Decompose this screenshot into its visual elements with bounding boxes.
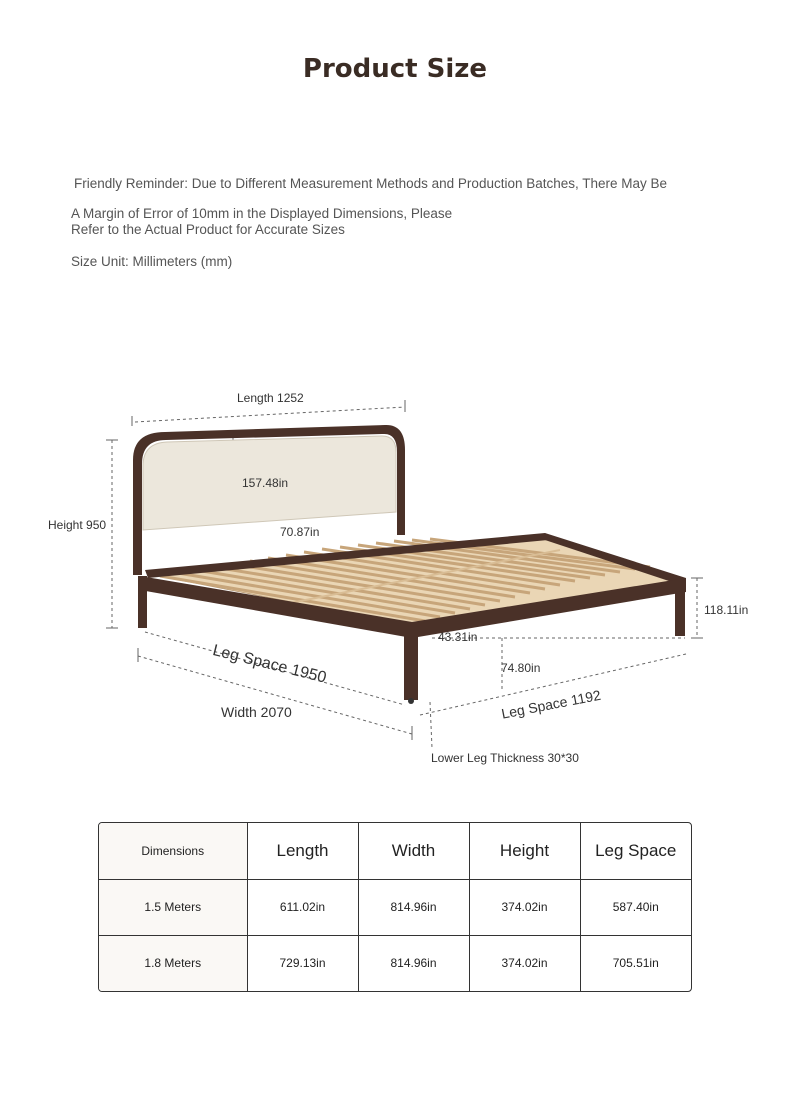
reminder-line-1: Friendly Reminder: Due to Different Measurement Methods and Production Batches, There May Be (74, 176, 668, 191)
reminder-line-3: Refer to the Actual Product for Accurate Sizes (71, 222, 345, 237)
inner-width-label: 74.80in (501, 661, 541, 675)
bed-illustration (0, 380, 790, 780)
cell-width: 814.96in (358, 879, 469, 935)
leg-height-label: 118.11in (704, 603, 749, 617)
table-row (99, 879, 691, 935)
header-length: Length (247, 823, 358, 879)
leg-space-end-label: Leg Space 1192 (500, 686, 603, 722)
reminder-line-2: A Margin of Error of 10mm in the Displayed Dimensions, Please (71, 206, 453, 221)
length-dimension-line (135, 407, 405, 422)
row-label: 1.5 Meters (99, 879, 247, 935)
size-unit-note: Size Unit: Millimeters (mm) (71, 254, 233, 269)
height-label: Height 950 (48, 518, 107, 532)
leg-thickness-line (430, 702, 432, 748)
page-title: Product Size (302, 54, 488, 84)
row-label: 1.8 Meters (99, 935, 247, 991)
cell-length: 611.02in (247, 879, 358, 935)
leg-space-side-label: Leg Space 1950 (210, 642, 329, 687)
cell-height: 374.02in (469, 935, 580, 991)
table-header-row (99, 823, 691, 879)
cell-height: 374.02in (469, 879, 580, 935)
length-label: Length 1252 (237, 391, 304, 405)
cell-length: 729.13in (247, 935, 358, 991)
bed-dimension-diagram (0, 380, 790, 780)
leg-thickness-label: Lower Leg Thickness 30*30 (431, 751, 579, 765)
width-label: Width 2070 (221, 704, 292, 720)
inner-height-label: 43.31in (438, 630, 478, 644)
table-row (99, 935, 691, 991)
dimensions-table (98, 822, 692, 992)
header-width: Width (358, 823, 469, 879)
cell-leg-space: 587.40in (580, 879, 691, 935)
header-leg-space: Leg Space (580, 823, 691, 879)
header-height: Height (469, 823, 580, 879)
cell-leg-space: 705.51in (580, 935, 691, 991)
cell-width: 814.96in (358, 935, 469, 991)
header-dimensions: Dimensions (99, 823, 247, 879)
headboard-width-label: 70.87in (280, 525, 320, 539)
headboard-height-label: 157.48in (242, 476, 289, 490)
